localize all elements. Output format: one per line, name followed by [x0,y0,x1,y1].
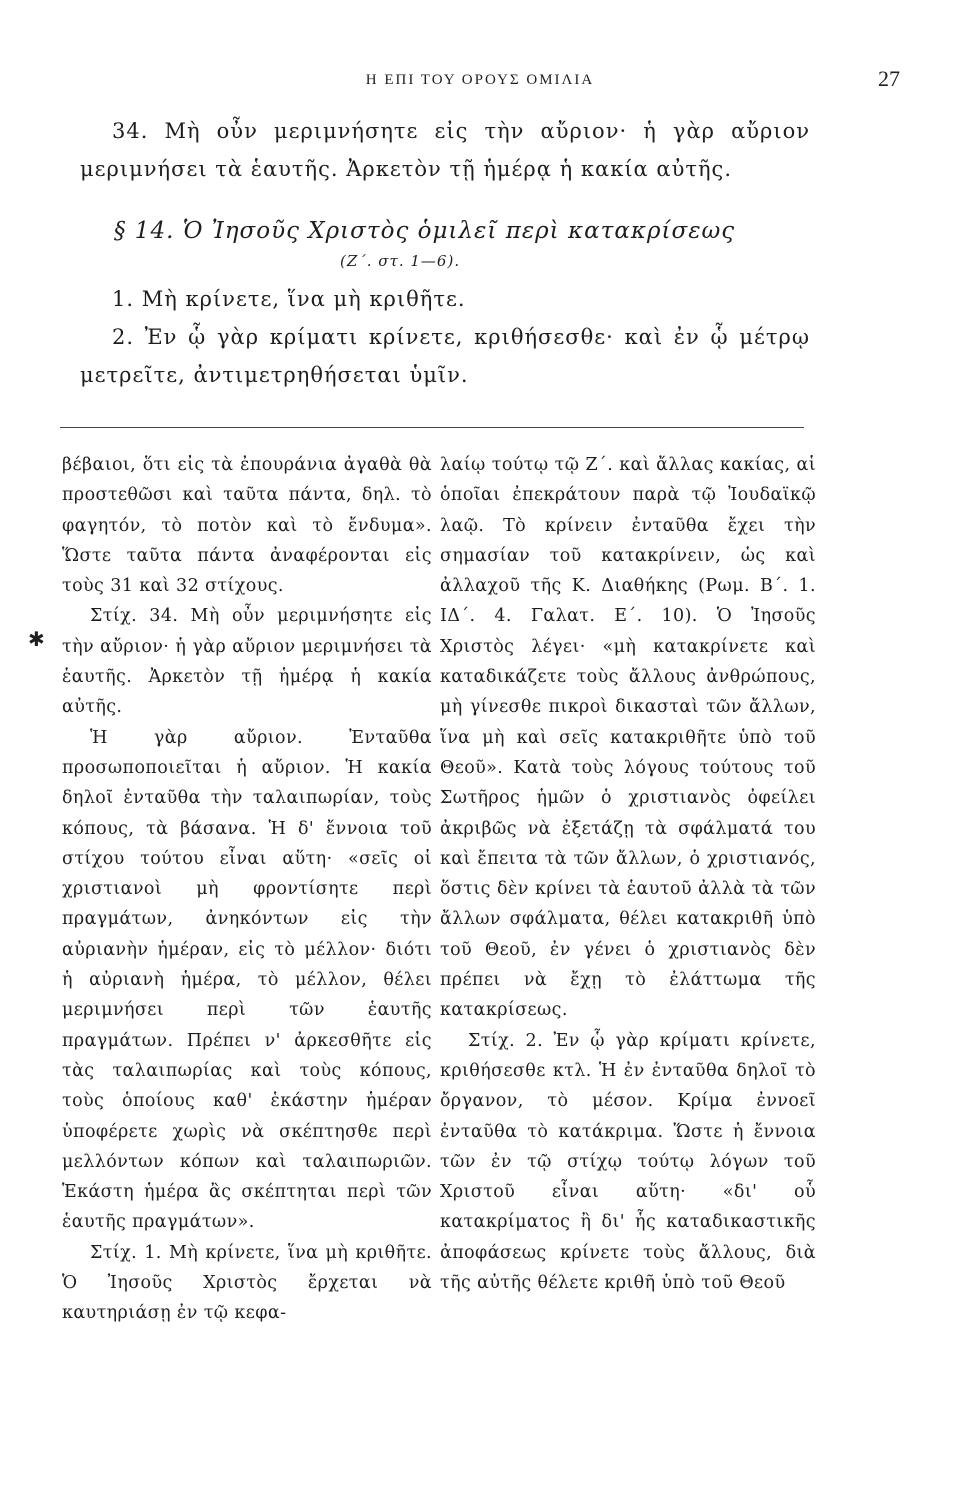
commentary-right-column [440,450,816,1298]
running-title: Η ΕΠΙ ΤΟΥ ΟΡΟΥΣ ΟΜΙΛΙΑ [365,72,595,88]
commentary-paragraph: Στίχ. 2. Ἐν ᾧ γὰρ κρίματι κρίνετε, κριθήσεσθε κτλ. Ἡ ἐν ἐνταῦθα δηλοῖ τὸ ὄργανον, τὸ μέσον. Κρίμα ἐννοεῖ ἐνταῦθα τὸ κατάκριμα. Ὥστε ἡ ἔννοια τῶν ἐν τῷ στίχῳ τούτῳ λόγων τοῦ Χριστοῦ εἶναι αὕτη· «δι' οὗ κατακρίματος ἢ δι' ἧς καταδικαστικῆς ἀποφάσεως κρίνετε τοὺς ἄλλους, διὰ τῆς αὐτῆς θέλετε κριθῆ ὑπὸ τοῦ Θεοῦ [440,1030,816,1294]
commentary-paragraph: Ἡ γὰρ αὔριον. Ἐνταῦθα προσωποποιεῖται ἡ αὔριον. Ἡ κακία δηλοῖ ἐνταῦθα τὴν ταλαιπωρίαν, τοὺς κόπους, τὰ βάσανα. Ἡ δ' ἔννοια τοῦ στίχου τούτου εἶναι αὕτη· «σεῖς οἱ χριστιανοὶ μὴ φροντίσητε περὶ πραγμάτων, ἀνηκόντων εἰς τὴν αὐριανὴν ἡμέραν, εἰς τὸ μέλλον· διότι ἡ αὐριανὴ ἡμέρα, τὸ μέλλον, θέλει μεριμνήσει περὶ τῶν ἑαυτῆς πραγμάτων. Πρέπει ν' ἀρκεσθῆτε εἰς τὰς ταλαιπωρίας καὶ τοὺς κόπους, τοὺς ὁποίους καθ' ἑκάστην ἡμέραν ὑποφέρετε χωρὶς νὰ σκέπτησθε περὶ μελλόντων κόπων καὶ ταλαιπωριῶν. Ἑκάστη ἡμέρα ἂς σκέπτηται περὶ τῶν ἑαυτῆς πραγμάτων». [62,727,432,1233]
commentary-paragraph: Στίχ. 1. Μὴ κρίνετε, ἵνα μὴ κριθῆτε. Ὁ Ἰησοῦς Χριστὸς ἔρχεται νὰ καυτηριάσῃ ἐν τῷ κεφα- [62,1242,432,1324]
divider-rule [60,427,804,428]
section-reference: (Ζ΄. στ. 1—6). [340,252,461,270]
verse-34: 34. Μὴ οὖν μεριμνήσητε εἰς τὴν αὔριον· ἡ γὰρ αὔριον μεριμνήσει τὰ ἑαυτῆς. Ἀρκετὸν τῇ ἡμέρᾳ ἡ κακία αὐτῆς. [80,119,810,181]
commentary-paragraph: λαίῳ τούτῳ τῷ Ζ΄. καὶ ἄλλας κακίας, αἱ ὁποῖαι ἐπεκράτουν παρὰ τῷ Ἰουδαϊκῷ λαῷ. Τὸ κρίνειν ἐνταῦθα ἔχει τὴν σημασίαν τοῦ κατακρίνειν, ὡς καὶ ἀλλαχοῦ τῆς Κ. Διαθήκης (Ρωμ. Β΄. 1. ΙΔ΄. 4. Γαλατ. Ε΄. 10). Ὁ Ἰησοῦς Χριστὸς λέγει· «μὴ κατακρίνετε καὶ καταδικάζετε τοὺς ἄλλους ἀνθρώπους, μὴ γίνεσθε πικροὶ δικασταὶ τῶν ἄλλων, ἵνα μὴ καὶ σεῖς κατακριθῆτε ὑπὸ τοῦ Θεοῦ». Κατὰ τοὺς λόγους τούτους τοῦ Σωτῆρος ἡμῶν ὁ χριστιανὸς ὀφείλει ἀκριβῶς νὰ ἐξετάζῃ τὰ σφάλματά του καὶ ἔπειτα τὰ τῶν ἄλλων, ὁ χριστιανός, ὅστις δὲν κρίνει τὰ ἑαυτοῦ ἀλλὰ τὰ τῶν ἄλλων σφάλματα, θέλει κατακριθῆ ὑπὸ τοῦ Θεοῦ, ἐν γένει ὁ χριστιανὸς δὲν πρέπει νὰ ἔχῃ τὸ ἐλάττωμα τῆς κατακρίσεως. [440,455,816,1021]
verse-1: 1. Μὴ κρίνετε, ἵνα μὴ κριθῆτε. [112,287,466,311]
running-head [60,66,900,106]
page-number: 27 [878,66,900,91]
scripture-verses [80,112,810,394]
commentary-left-column [62,450,432,1329]
commentary-paragraph: Στίχ. 34. Μὴ οὖν μεριμνήσητε εἰς τὴν αὔριον· ἡ γὰρ αὔριον μεριμνήσει τὰ ἑαυτῆς. Ἀρκετὸν τῇ ἡμέρᾳ ἡ κακία αὐτῆς. [62,606,432,718]
commentary-paragraph: βέβαιοι, ὅτι εἰς τὰ ἐπουράνια ἀγαθὰ θὰ προστεθῶσι καὶ ταῦτα πάντα, δηλ. τὸ φαγητόν, τὸ ποτὸν καὶ τὸ ἔνδυμα». Ὥστε ταῦτα πάντα ἀναφέρονται εἰς τοὺς 31 καὶ 32 στίχους. [62,455,432,597]
margin-mark-icon: ✱ [28,627,45,651]
verse-2: 2. Ἐν ᾧ γὰρ κρίματι κρίνετε, κριθήσεσθε· καὶ ἐν ᾧ μέτρῳ μετρεῖτε, ἀντιμετρηθήσεται ὑμῖν. [80,325,810,387]
section-heading: § 14. Ὁ Ἰησοῦς Χριστὸς ὁμιλεῖ περὶ κατακρίσεως [114,218,736,244]
